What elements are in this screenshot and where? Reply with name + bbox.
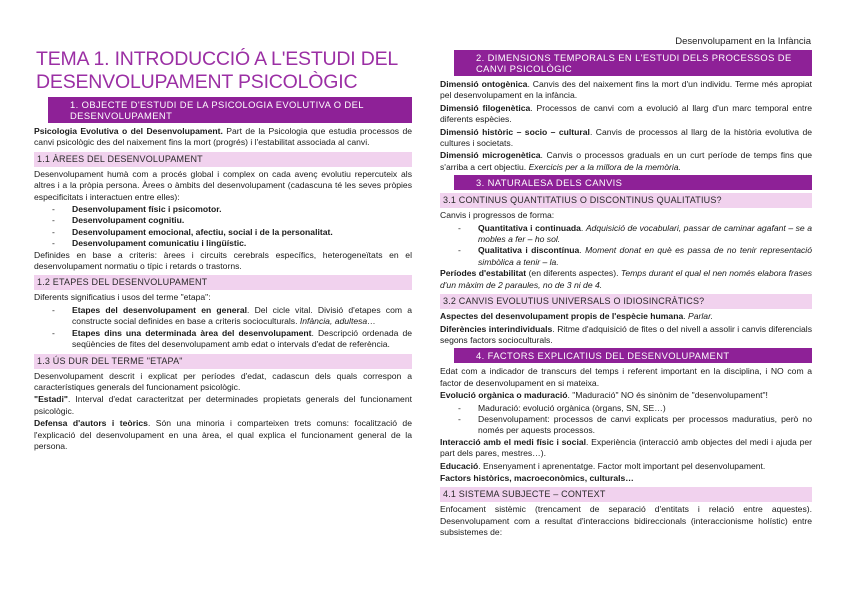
section-4-1-paragraph: Enfocament sistèmic (trencament de separació d'entitats i relació entre aquestes). Desenvolupament com a resultat d'interaccions bidireccionals (interaccionisme holístic) entre subsistemes de: xyxy=(440,504,812,538)
section-1-3-paragraph-3: Defensa d'autors i teòrics. Són una minoria i comparteixen trets comuns: focalització de l'explicació del desenvolupament en una àrea, el qual explica el funcionament general de la persona. xyxy=(34,418,412,451)
list-item: - Desenvolupament: processos de canvi explicats per processos maduratius, però no només per aquests processos. xyxy=(440,414,812,437)
section-3-2-heading: 3.2 CANVIS EVOLUTIUS UNIVERSALS O IDIOSINCRÀTICS? xyxy=(440,294,812,309)
section-3-1-paragraph: Canvis i progressos de forma: xyxy=(440,210,555,221)
page-header: Desenvolupament en la Infància xyxy=(675,36,811,47)
section-4-paragraph-3: Interacció amb el medi físic i social. Experiència (interacció amb objectes del medi i ajuda per part dels pares, mestres…). xyxy=(440,436,812,459)
section-4-paragraph-4: Educació. Ensenyament i aprenentatge. Factor molt important pel desenvolupament. xyxy=(440,460,766,471)
dimension-historica: Dimensió històric – socio – cultural. Canvis de processos al llarg de la història evolutiva de cultures i societats. xyxy=(440,126,812,149)
left-column xyxy=(34,48,412,453)
list-item: - Etapes del desenvolupament en general. Del cicle vital. Divisió d'etapes com a constructe social definides en base a criteris socioculturals. Infància, adultesa… xyxy=(34,305,412,328)
section-3-1-paragraph-2: Períodes d'estabilitat (en diferents aspectes). Temps durant el qual el nen només elabora frases d'un màxim de 2 paraules, no de 3 ni de 4. xyxy=(440,268,812,290)
section-4-paragraph-5: Factors històrics, macroeconòmics, culturals… xyxy=(440,472,634,483)
etapes-list xyxy=(34,305,412,351)
section-3-1-heading: 3.1 CONTINUS QUANTITATIUS O DISCONTINUS QUALITATIUS? xyxy=(440,193,812,208)
dimension-filogenetica: Dimensió filogenètica. Processos de canvi com a evolució al llarg d'un marc temporal entre diferents espècies. xyxy=(440,102,812,125)
section-1-2-heading: 1.2 ETAPES DEL DESENVOLUPAMENT xyxy=(34,275,412,290)
section-2-heading: 2. DIMENSIONS TEMPORALS EN L'ESTUDI DELS PROCESSOS DE CANVI PSICOLÒGIC xyxy=(454,50,812,76)
maduracio-list xyxy=(440,403,812,437)
section-3-heading: 3. NATURALESA DELS CANVIS xyxy=(454,175,812,190)
section-1-3-paragraph-1: Desenvolupament descrit i explicat per períodes d'edat, cadascun dels quals correspon a característiques generals del funcionament psicològic. xyxy=(34,370,412,392)
section-1-1-paragraph-2: Definides en base a criteris: àrees i circuits cerebrals específics, heterogeneïtats en el desenvolupament normatiu o típic i retards o trastorns. xyxy=(34,249,412,272)
list-item: - Quantitativa i continuada. Adquisició de vocabulari, passar de caminar agafant – se a mobles a fer – ho sol. xyxy=(440,223,812,246)
canvis-list xyxy=(440,223,812,269)
section-4-1-heading: 4.1 SISTEMA SUBJECTE – CONTEXT xyxy=(440,487,812,502)
right-column xyxy=(440,48,812,540)
page-title: TEMA 1. INTRODUCCIÓ A L'ESTUDI DEL DESENVOLUPAMENT PSICOLÒGIC xyxy=(36,48,398,93)
section-1-3-heading: 1.3 ÚS DUR DEL TERME "ETAPA" xyxy=(34,354,412,369)
section-1-3-paragraph-2: "Estadi". Interval d'edat caracteritzat per determinades propietats generals del funcionament psicològic. xyxy=(34,394,412,416)
list-item: - Etapes dins una determinada àrea del desenvolupament. Descripció ordenada de seqüències de fites del desenvolupament amb edat o intervals d'edat de referència. xyxy=(34,328,412,351)
dimension-ontogenica: Dimensió ontogènica. Canvis des del naixement fins la mort d'un individu. Terme més apropiat pel desenvolupament en la infància. xyxy=(440,79,812,101)
section-1-1-heading: 1.1 ÀREES DEL DESENVOLUPAMENT xyxy=(34,152,412,167)
dimension-microgenetica: Dimensió microgenètica. Canvis o processos graduals en un curt període de temps fins que s'arriba a cert objectiu. Exercicis per a la millora de la memòria. xyxy=(440,150,813,172)
list-item: - Desenvolupament emocional, afectiu, social i de la personalitat. xyxy=(34,227,412,238)
list-item: - Desenvolupament cognitiu. xyxy=(34,215,412,226)
section-1-heading: 1. OBJECTE D'ESTUDI DE LA PSICOLOGIA EVOLUTIVA O DEL DESENVOLUPAMENT xyxy=(48,97,412,123)
section-1-paragraph: Psicologia Evolutiva o del Desenvolupament. Part de la Psicologia que estudia processos de canvi psicològic des del naixement fins la mort (progrés) i l'estabilitat associada al canvi. xyxy=(34,126,412,148)
section-3-2-paragraph-1: Aspectes del desenvolupament propis de l'espècie humana. Parlar. xyxy=(440,311,714,322)
section-4-paragraph-1: Edat com a indicador de transcurs del temps i referent important en la disciplina, i NO com a factor de desenvolupament en si mateixa. xyxy=(440,366,812,388)
section-4-heading: 4. FACTORS EXPLICATIUS DEL DESENVOLUPAMENT xyxy=(454,348,812,363)
list-item: - Maduració: evolució orgànica (òrgans, SN, SE…) xyxy=(440,403,812,414)
section-3-2-paragraph-2: Diferències interindividuals. Ritme d'adquisició de fites o del nivell a assolir i canvis diferencials segons factors socioculturals. xyxy=(440,323,812,345)
section-4-paragraph-2: Evolució orgànica o maduració. "Maduració" NO és sinònim de "desenvolupament"! xyxy=(440,390,768,401)
list-item: - Desenvolupament físic i psicomotor. xyxy=(34,204,412,215)
section-1-2-paragraph: Diferents significatius i usos del terme "etapa": xyxy=(34,292,211,303)
areas-list xyxy=(34,204,412,250)
list-item: - Desenvolupament comunicatiu i lingüístic. xyxy=(34,238,412,249)
list-item: - Qualitativa i discontínua. Moment donat en què es passa de no tenir representació simbòlica a tenir – la. xyxy=(440,245,812,268)
section-1-1-paragraph: Desenvolupament humà com a procés global i complex on cada avenç evolutiu repercuteix als altres i a la pròpia persona. Àrees o àmbits del desenvolupament (cadascuna té les seves pròpies especificitats i interactuen entre elles): xyxy=(34,168,412,202)
